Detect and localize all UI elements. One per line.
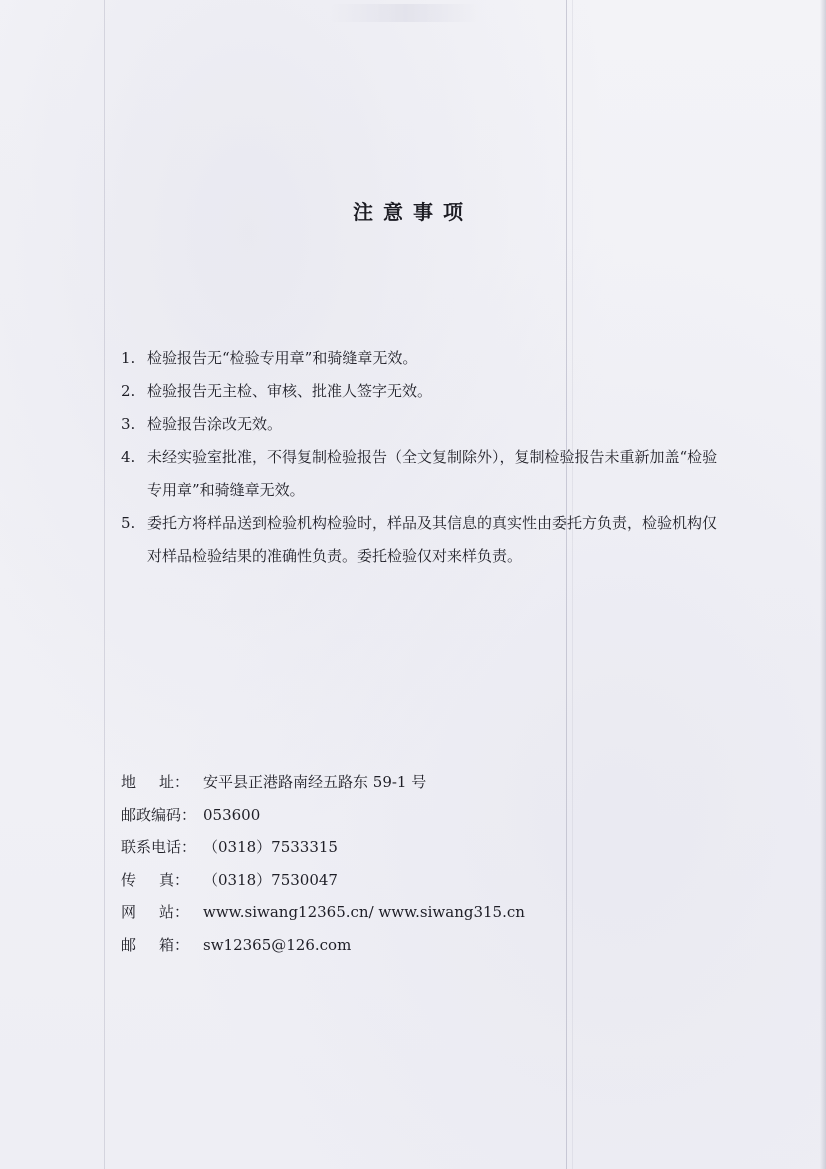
note-item bbox=[121, 342, 721, 375]
label-part: 箱： bbox=[158, 935, 189, 954]
contact-label: 邮政编码： bbox=[121, 805, 197, 824]
scan-fold-line bbox=[566, 0, 567, 1169]
note-item bbox=[121, 375, 721, 408]
note-item bbox=[121, 408, 721, 441]
contact-label bbox=[121, 929, 189, 962]
note-item bbox=[121, 507, 721, 573]
page-edge-shadow bbox=[820, 0, 826, 1169]
contact-address bbox=[121, 766, 721, 799]
scan-smudge bbox=[330, 4, 480, 22]
note-number: 4. bbox=[121, 448, 136, 466]
label-part: 站： bbox=[158, 903, 189, 921]
fax-value: （0318）7530047 bbox=[203, 870, 338, 889]
label-part: 真： bbox=[158, 870, 189, 889]
note-item bbox=[121, 441, 721, 507]
note-text: 未经实验室批准，不得复制检验报告（全文复制除外），复制检验报告未重新加盖“检验专用章”和骑缝章无效。 bbox=[147, 448, 718, 499]
label-part: 传 bbox=[121, 870, 137, 889]
label-part: 网 bbox=[121, 903, 137, 921]
contact-info bbox=[121, 766, 721, 961]
note-number: 2. bbox=[121, 382, 136, 400]
contact-label bbox=[121, 766, 189, 799]
note-number: 5. bbox=[121, 514, 136, 532]
note-number: 1. bbox=[121, 349, 136, 367]
note-text: 检验报告无“检验专用章”和骑缝章无效。 bbox=[147, 349, 418, 367]
contact-label bbox=[121, 896, 189, 929]
contact-phone bbox=[121, 831, 721, 864]
note-number: 3. bbox=[121, 415, 136, 433]
notes-list bbox=[121, 342, 721, 573]
contact-email bbox=[121, 929, 721, 962]
scan-fold-line bbox=[572, 0, 573, 1169]
label-part: 址： bbox=[158, 773, 189, 791]
address-value: 安平县正港路南经五路东 59-1 号 bbox=[203, 773, 427, 791]
contact-website bbox=[121, 896, 721, 929]
contact-postcode bbox=[121, 799, 721, 832]
page-title: 注意事项 bbox=[353, 200, 473, 224]
note-text: 检验报告无主检、审核、批准人签字无效。 bbox=[147, 382, 433, 400]
label-part: 地 bbox=[121, 773, 137, 791]
email-value: sw12365@126.com bbox=[203, 935, 352, 954]
contact-label: 联系电话： bbox=[121, 838, 197, 856]
scan-fold-line bbox=[104, 0, 105, 1169]
note-text: 检验报告涂改无效。 bbox=[147, 415, 283, 433]
postcode-value: 053600 bbox=[203, 805, 261, 824]
label-part: 邮 bbox=[121, 935, 137, 954]
contact-fax bbox=[121, 864, 721, 897]
note-text: 委托方将样品送到检验机构检验时，样品及其信息的真实性由委托方负责，检验机构仅对样品检验结果的准确性负责。委托检验仅对来样负责。 bbox=[147, 514, 718, 565]
phone-value: （0318）7533315 bbox=[203, 838, 338, 856]
website-value: www.siwang12365.cn/ www.siwang315.cn bbox=[203, 903, 525, 921]
contact-label bbox=[121, 864, 189, 897]
